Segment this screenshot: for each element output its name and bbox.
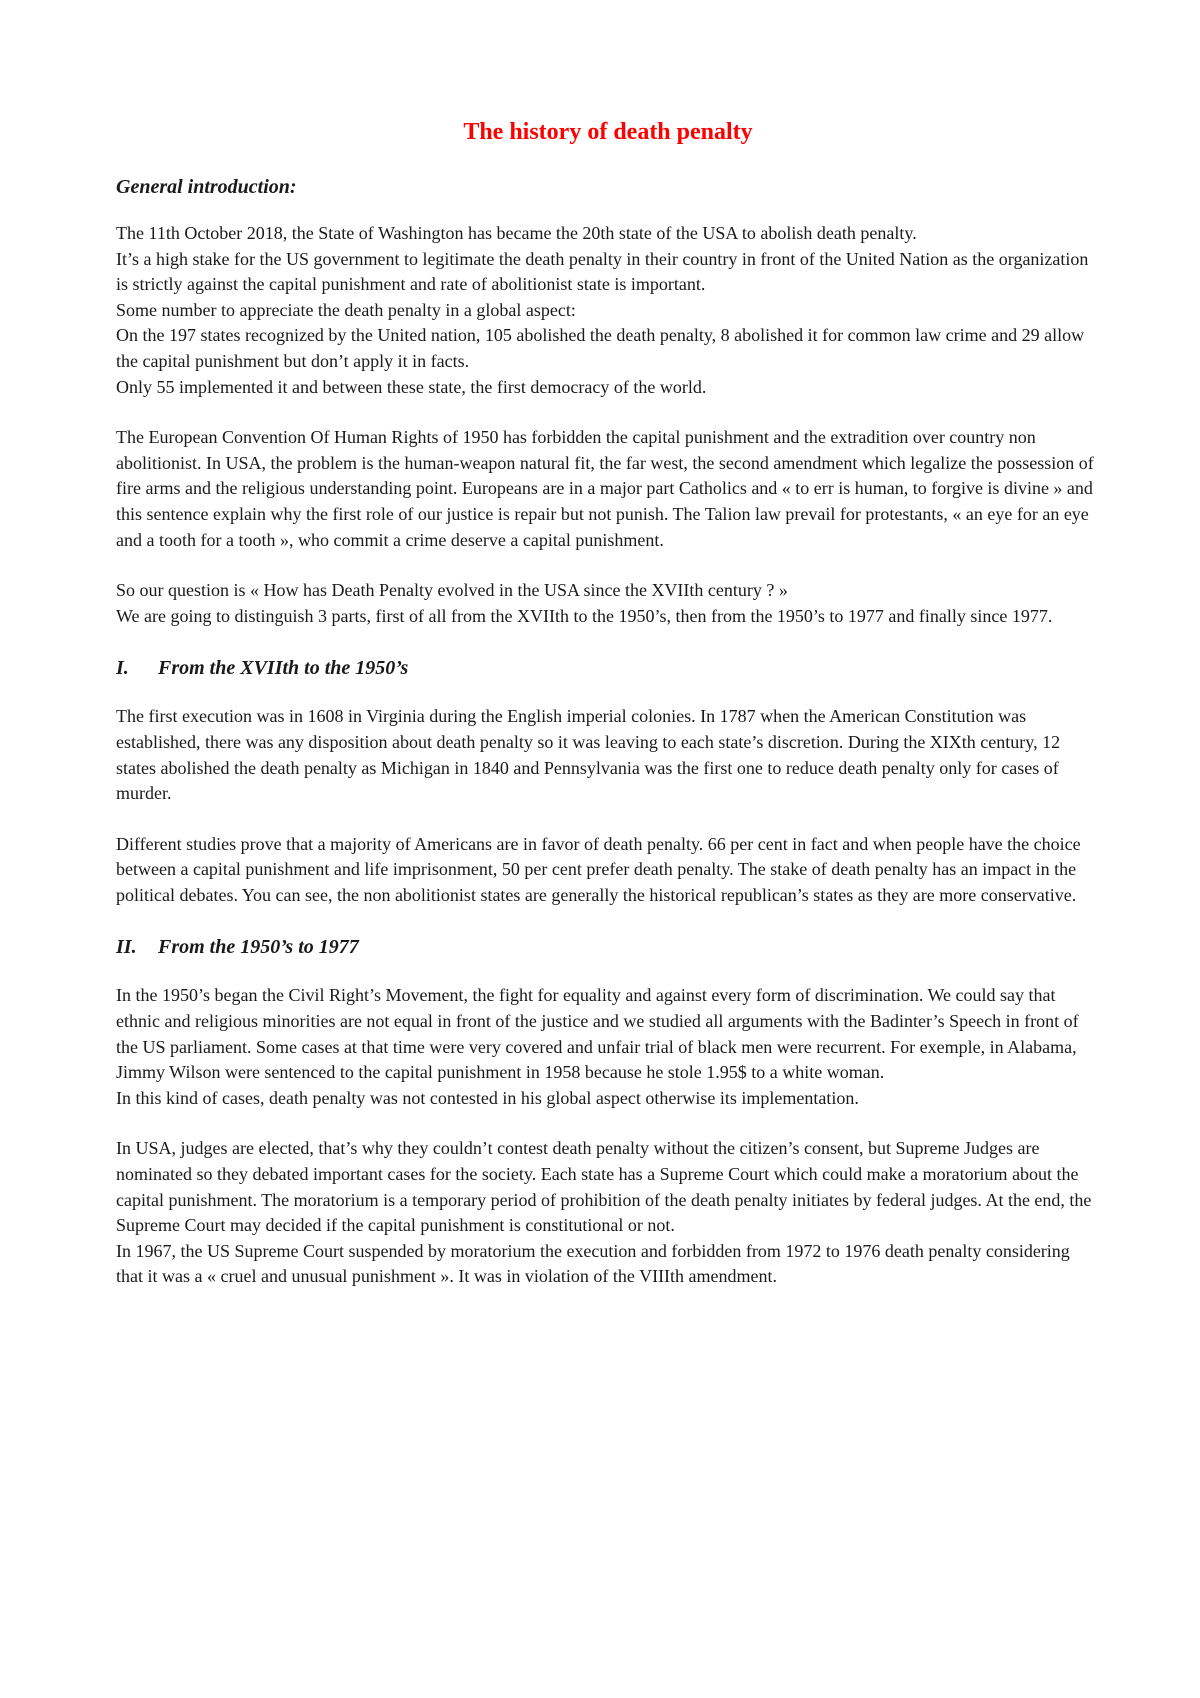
section-paragraph (116, 983, 1100, 1111)
text-line: On the 197 states recognized by the United nation, 105 abolished the death penalty, 8 abolished it for common law crime and 29 allow the capital punishment but don’t apply it in facts. (116, 325, 1085, 371)
text-line: The 11th October 2018, the State of Washington has became the 20th state of the USA to abolish death penalty. (116, 223, 917, 243)
section-number: I. (116, 657, 129, 680)
text-line: Different studies prove that a majority of Americans are in favor of death penalty. 66 per cent in fact and when people have the choice between a capital punishment and life imprisonment, 50 per cent prefer death penalty. The stake of death penalty has an impact in the political debates. You can see, the non abolitionist states are generally the historical republican’s states as they are more conservative. (116, 833, 1081, 905)
section-paragraph (116, 832, 1100, 909)
text-line: The first execution was in 1608 in Virginia during the English imperial colonies. In 1787 when the American Constitution was established, there was any disposition about death penalty so it was leaving to each state’s discretion. During the XIXth century, 12 states abolished the death penalty as Michigan in 1840 and Pennsylvania was the first one to reduce death penalty only for cases of murder. (116, 706, 1061, 804)
text-line: So our question is « How has Death Penalty evolved in the USA since the XVIIth century ? » (116, 580, 788, 601)
section-title: From the 1950’s to 1977 (158, 936, 359, 959)
intro-paragraph (116, 221, 1100, 400)
page-title: The history of death penalty (463, 119, 753, 145)
text-line: We are going to distinguish 3 parts, first of all from the XVIIth to the 1950’s, then from the 1950’s to 1977 and finally since 1977. (116, 605, 1053, 626)
intro-paragraph (116, 578, 1100, 629)
section-paragraph (116, 1136, 1100, 1290)
text-line: In 1967, the US Supreme Court suspended by moratorium the execution and forbidden from 1972 to 1976 death penalty considering that it was a « cruel and unusual punishment ». It was in violation of the VIIIth amendment. (116, 1240, 1070, 1287)
section-paragraph (116, 704, 1100, 806)
intro-heading: General introduction: (116, 176, 297, 198)
text-line: In this kind of cases, death penalty was not contested in his global aspect otherwise its implementation. (116, 1087, 859, 1108)
section-heading (116, 654, 1100, 682)
section-title: From the XVIIth to the 1950’s (158, 657, 409, 680)
text-line: Only 55 implemented it and between these state, the first democracy of the world. (116, 376, 707, 397)
section-heading (116, 933, 1100, 961)
text-line: In USA, judges are elected, that’s why they couldn’t contest death penalty without the citizen’s consent, but Supreme Judges are nominated so they debated important cases for the society. Each state has a Supreme Court which could make a moratorium about the capital punishment. The moratorium is a temporary period of prohibition of the death penalty initiates by federal judges. At the end, the Supreme Court may decided if the capital punishment is constitutional or not. (116, 1138, 1092, 1236)
intro-paragraph (116, 425, 1100, 553)
text-line: The European Convention Of Human Rights of 1950 has forbidden the capital punishment and the extradition over country non abolitionist. In USA, the problem is the human-weapon natural fit, the far west, the second amendment which legalize the possession of fire arms and the religious understanding point. Europeans are in a major part Catholics and « to err is human, to forgive is divine » and this sentence explain why the first role of our justice is repair but not punish. The Talion law prevail for protestants, « an eye for an eye and a tooth for a tooth », who commit a crime deserve a capital punishment. (116, 427, 1094, 550)
text-line: In the 1950’s began the Civil Right’s Movement, the fight for equality and against every form of discrimination. We could say that ethnic and religious minorities are not equal in front of the justice and we studied all arguments with the Badinter’s Speech in front of the US parliament. Some cases at that time were very covered and unfair trial of black men were recurrent. For exemple, in Alabama, Jimmy Wilson were sentenced to the capital punishment in 1958 because he stole 1.95$ to a white woman. (116, 985, 1079, 1083)
document-content (116, 117, 1100, 1315)
text-line: Some number to appreciate the death penalty in a global aspect: (116, 299, 576, 320)
text-line: It’s a high stake for the US government to legitimate the death penalty in their country in front of the United Nation as the organization is strictly against the capital punishment and rate of abolitionist state is important. (116, 248, 1089, 295)
section-number: II. (116, 936, 137, 959)
